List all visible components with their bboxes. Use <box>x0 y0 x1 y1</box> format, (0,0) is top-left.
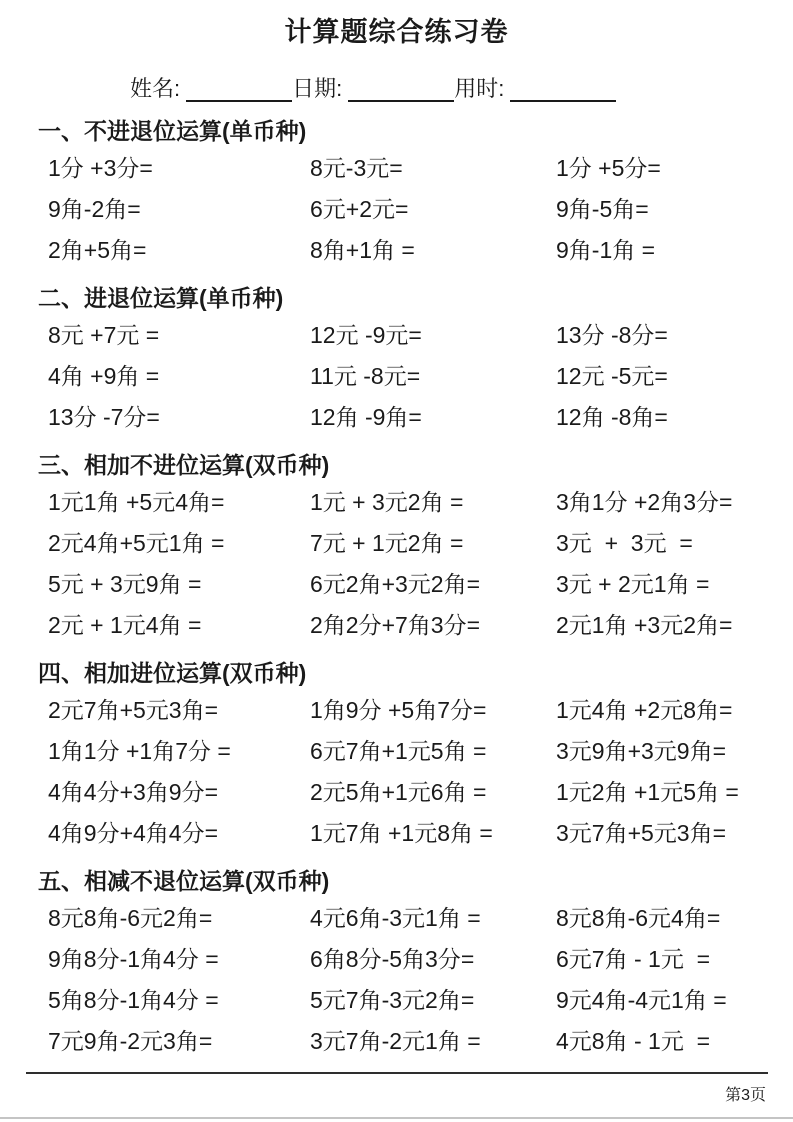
problem-expression: 12角 -9角= <box>310 404 422 430</box>
problem-expression: 11元 -8元= <box>310 363 421 389</box>
header-fields <box>130 72 793 102</box>
problem-expression: 2元7角+5元3角= <box>48 697 219 723</box>
problem-expression: 1分 +3分= <box>48 155 153 181</box>
problem-row <box>38 1019 793 1060</box>
problem-expression: 13分 -7分= <box>48 404 160 430</box>
problem-expression: 12角 -8角= <box>556 404 668 430</box>
problem-expression: 9元4角-4元1角 = <box>556 987 727 1013</box>
problem-expression: 6角8分-5角3分= <box>310 946 475 972</box>
problem-expression: 3元7角-2元1角 = <box>310 1028 481 1054</box>
problem-expression: 4角 +9角 = <box>48 363 160 389</box>
problem-expression: 9角-1角 = <box>556 237 656 263</box>
problem-expression: 2元 + 1元4角 = <box>48 612 202 638</box>
page-edge-line <box>0 1117 793 1119</box>
problem-row <box>38 688 793 729</box>
problem-expression: 2元5角+1元6角 = <box>310 779 487 805</box>
problem-row <box>38 603 793 644</box>
worksheet-section <box>38 116 793 269</box>
problem-expression: 4元8角 - 1元 = <box>556 1028 711 1054</box>
footer-rule <box>26 1072 768 1074</box>
problem-expression: 2角+5角= <box>48 237 147 263</box>
section-heading: 四、相加进位运算(双币种) <box>38 660 307 686</box>
problem-expression: 5元7角-3元2角= <box>310 987 475 1013</box>
name-field-blank <box>186 76 292 102</box>
page-title: 计算题综合练习卷 <box>284 17 509 47</box>
time-used-field-blank <box>510 76 616 102</box>
problem-row <box>38 562 793 603</box>
page-number: 第3页 <box>725 1087 766 1104</box>
problem-row <box>38 937 793 978</box>
date-field <box>292 76 454 102</box>
problem-expression: 1元7角 +1元8角 = <box>310 820 493 846</box>
worksheet-section <box>38 866 793 1060</box>
problem-expression: 6元+2元= <box>310 196 409 222</box>
problem-row <box>38 729 793 770</box>
problem-expression: 13分 -8分= <box>556 322 668 348</box>
sections <box>0 116 793 1060</box>
problem-expression: 3元7角+5元3角= <box>556 820 727 846</box>
problem-expression: 1元4角 +2元8角= <box>556 697 733 723</box>
worksheet-section <box>38 450 793 644</box>
date-field-blank <box>348 76 454 102</box>
problem-expression: 6元2角+3元2角= <box>310 571 481 597</box>
problem-expression: 6元7角 - 1元 = <box>556 946 711 972</box>
problem-expression: 4角9分+4角4分= <box>48 820 219 846</box>
problem-expression: 4元6角-3元1角 = <box>310 905 481 931</box>
problem-expression: 3角1分 +2角3分= <box>556 489 733 515</box>
problem-expression: 2元4角+5元1角 = <box>48 530 225 556</box>
section-heading: 三、相加不进位运算(双币种) <box>38 452 330 478</box>
problem-row <box>38 187 793 228</box>
problem-expression: 12元 -9元= <box>310 322 422 348</box>
time-used-field-label: 用时: <box>454 76 505 101</box>
problem-expression: 1元1角 +5元4角= <box>48 489 225 515</box>
worksheet-section <box>38 283 793 436</box>
problem-expression: 8元-3元= <box>310 155 403 181</box>
problem-expression: 1角9分 +5角7分= <box>310 697 487 723</box>
problem-expression: 8角+1角 = <box>310 237 415 263</box>
problem-row <box>38 811 793 852</box>
problem-expression: 2角2分+7角3分= <box>310 612 481 638</box>
problem-expression: 9角8分-1角4分 = <box>48 946 219 972</box>
problem-expression: 5元 + 3元9角 = <box>48 571 202 597</box>
date-field-label: 日期: <box>292 76 343 101</box>
worksheet-section <box>38 658 793 852</box>
problem-expression: 9角-2角= <box>48 196 141 222</box>
problem-row <box>38 395 793 436</box>
problem-expression: 6元7角+1元5角 = <box>310 738 487 764</box>
problem-expression: 1分 +5分= <box>556 155 661 181</box>
name-field <box>130 76 292 102</box>
problem-row <box>38 313 793 354</box>
problem-expression: 8元8角-6元2角= <box>48 905 213 931</box>
problem-row <box>38 146 793 187</box>
problem-row <box>38 896 793 937</box>
time-used-field <box>454 76 616 102</box>
problem-expression: 5角8分-1角4分 = <box>48 987 219 1013</box>
problem-expression: 4角4分+3角9分= <box>48 779 219 805</box>
problem-expression: 9角-5角= <box>556 196 649 222</box>
problem-expression: 1角1分 +1角7分 = <box>48 738 231 764</box>
problem-expression: 1元2角 +1元5角 = <box>556 779 739 805</box>
problem-row <box>38 770 793 811</box>
problem-expression: 1元 + 3元2角 = <box>310 489 464 515</box>
problem-expression: 12元 -5元= <box>556 363 668 389</box>
problem-row <box>38 228 793 269</box>
section-heading: 一、不进退位运算(单币种) <box>38 118 307 144</box>
problem-expression: 7元 + 1元2角 = <box>310 530 464 556</box>
problem-row <box>38 521 793 562</box>
problem-expression: 8元 +7元 = <box>48 322 160 348</box>
name-field-label: 姓名: <box>130 76 181 101</box>
problem-expression: 3元 + 3元 = <box>556 530 693 556</box>
problem-row <box>38 978 793 1019</box>
problem-expression: 3元 + 2元1角 = <box>556 571 710 597</box>
problem-expression: 3元9角+3元9角= <box>556 738 727 764</box>
problem-expression: 7元9角-2元3角= <box>48 1028 213 1054</box>
problem-expression: 2元1角 +3元2角= <box>556 612 733 638</box>
problem-expression: 8元8角-6元4角= <box>556 905 721 931</box>
problem-row <box>38 354 793 395</box>
section-heading: 二、进退位运算(单币种) <box>38 285 284 311</box>
problem-row <box>38 480 793 521</box>
section-heading: 五、相减不退位运算(双币种) <box>38 868 330 894</box>
